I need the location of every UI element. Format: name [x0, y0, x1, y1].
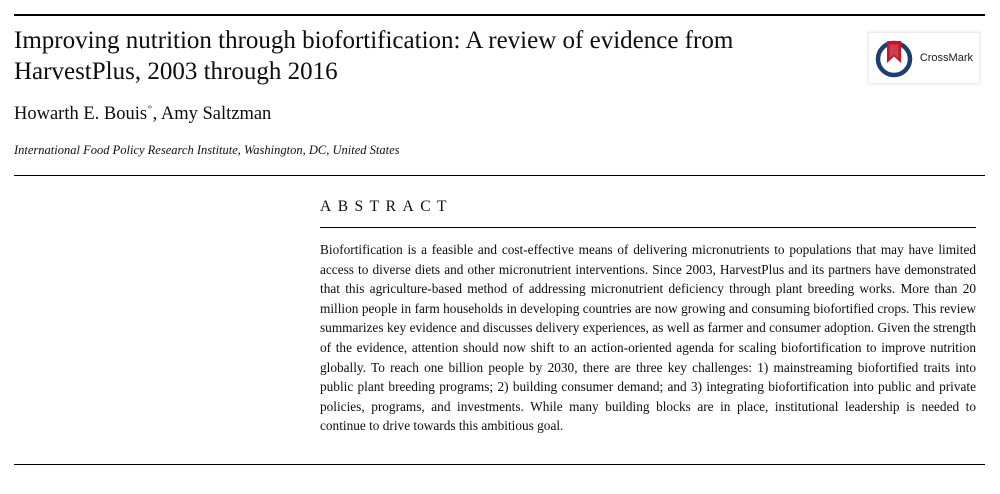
header-divider [14, 175, 985, 176]
affiliation: International Food Policy Research Institute, Washington, DC, United States [14, 143, 400, 157]
page-title: Improving nutrition through biofortification: A review of evidence from HarvestPlus, 2003 through 2016 [14, 27, 734, 85]
bottom-divider [14, 464, 985, 465]
top-divider [14, 14, 985, 16]
author-name-first: Howarth E. Bouis [14, 104, 148, 124]
crossmark-badge[interactable] [868, 32, 980, 84]
abstract-section [320, 198, 976, 436]
abstract-heading: ABSTRACT [320, 198, 454, 215]
abstract-text: Biofortification is a feasible and cost-effective means of delivering micronutrients to populations that may have limited access to diverse diets and other micronutrient interventions. Since 2003, HarvestPlus and its partners have demonstrated that this agriculture-based method of addressing micronutrient deficiency through plant breeding works. More than 20 million people in farm households in developing countries are now growing and consuming biofortified crops. This review summarizes key evidence and discusses delivery experiences, as well as farmer and consumer adoption. Given the strength of the evidence, attention should now shift to an action-oriented agenda for scaling biofortification to improve nutrition globally. To reach one billion people by 2030, there are three key challenges: 1) mainstreaming biofortified traits into public plant breeding programs; 2) building consumer demand; and 3) integrating biofortification into public and private policies, programs, and investments. While many building blocks are in place, institutional leadership is needed to continue to drive towards this ambitious goal. [320, 242, 976, 434]
authors-line [14, 104, 271, 125]
crossmark-icon [872, 36, 916, 80]
author-separator: , [152, 104, 161, 124]
crossmark-label: CrossMark [919, 52, 973, 64]
corresponding-author-asterisk[interactable]: * [147, 102, 153, 115]
author-name-second: Amy Saltzman [160, 104, 272, 124]
abstract-divider [320, 227, 976, 228]
